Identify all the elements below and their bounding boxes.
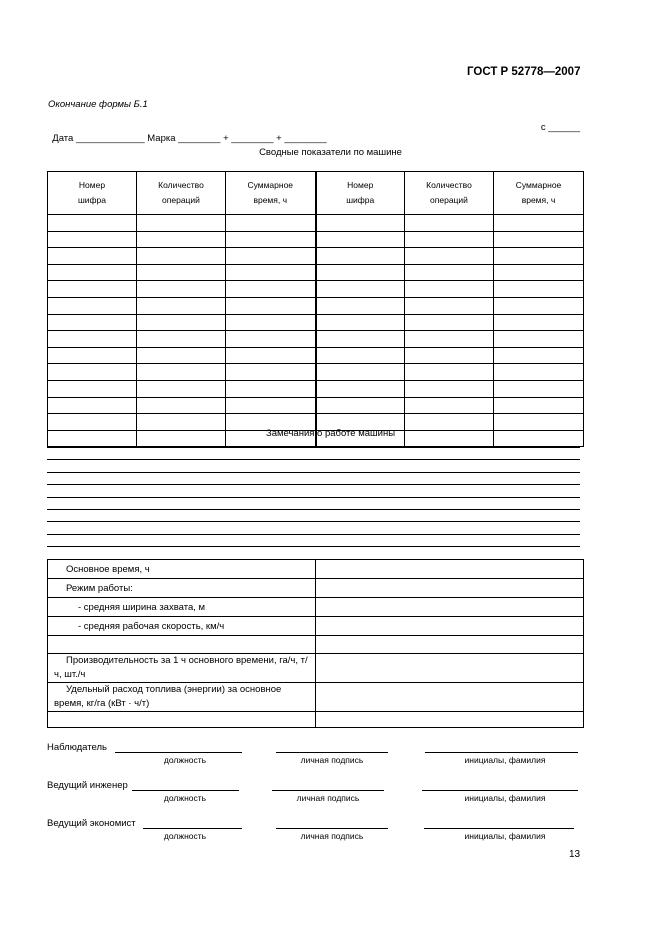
summary-cell[interactable] — [226, 397, 316, 414]
info-label — [48, 636, 316, 654]
form-ending-caption: Окончание формы Б.1 — [48, 99, 148, 110]
remark-line[interactable] — [47, 521, 580, 522]
summary-cell[interactable] — [137, 215, 226, 232]
summary-row — [48, 297, 584, 314]
info-value[interactable] — [316, 579, 584, 598]
summary-cell[interactable] — [137, 231, 226, 248]
info-value[interactable] — [316, 683, 584, 712]
summary-cell[interactable] — [405, 297, 494, 314]
info-label: Производительность за 1 ч основного времени, га/ч, т/ч, шт./ч — [48, 654, 316, 683]
summary-cell[interactable] — [316, 264, 405, 281]
summary-cell[interactable] — [405, 248, 494, 265]
summary-cell[interactable] — [137, 314, 226, 331]
summary-cell[interactable] — [226, 380, 316, 397]
position-line[interactable] — [115, 752, 242, 753]
summary-cell[interactable] — [137, 380, 226, 397]
summary-cell[interactable] — [405, 215, 494, 232]
summary-cell[interactable] — [137, 364, 226, 381]
summary-cell[interactable] — [137, 264, 226, 281]
summary-cell[interactable] — [226, 264, 316, 281]
info-row — [48, 560, 584, 579]
name-caption: инициалы, фамилия — [464, 831, 546, 841]
summary-cell[interactable] — [48, 248, 137, 265]
info-value[interactable] — [316, 636, 584, 654]
remark-line[interactable] — [47, 534, 580, 535]
col-header-ops-2: Количество операций — [405, 172, 494, 215]
summary-cell[interactable] — [494, 380, 584, 397]
info-label: - средняя рабочая скорость, км/ч — [48, 617, 316, 636]
signature-line[interactable] — [276, 752, 388, 753]
summary-cell[interactable] — [48, 281, 137, 298]
summary-cell[interactable] — [226, 364, 316, 381]
summary-cell[interactable] — [226, 314, 316, 331]
col-header-time-1: Суммарное время, ч — [226, 172, 316, 215]
summary-header-row — [48, 172, 584, 215]
signature-role: Ведущий экономист — [47, 818, 136, 829]
name-line[interactable] — [425, 752, 578, 753]
summary-row — [48, 331, 584, 348]
info-row — [48, 617, 584, 636]
col-header-code-2: Номер шифра — [316, 172, 405, 215]
summary-cell[interactable] — [137, 331, 226, 348]
summary-cell[interactable] — [137, 347, 226, 364]
summary-cell[interactable] — [316, 397, 405, 414]
summary-cell[interactable] — [226, 231, 316, 248]
signature-caption: личная подпись — [296, 793, 360, 803]
summary-row — [48, 281, 584, 298]
summary-cell[interactable] — [405, 314, 494, 331]
summary-cell[interactable] — [48, 364, 137, 381]
info-row — [48, 654, 584, 683]
summary-row — [48, 231, 584, 248]
summary-cell[interactable] — [316, 314, 405, 331]
summary-row — [48, 364, 584, 381]
position-line[interactable] — [143, 828, 242, 829]
summary-cell[interactable] — [316, 215, 405, 232]
info-label — [48, 712, 316, 728]
summary-cell[interactable] — [48, 331, 137, 348]
summary-row — [48, 314, 584, 331]
summary-cell[interactable] — [494, 397, 584, 414]
page-number: 13 — [569, 849, 581, 860]
summary-cell[interactable] — [316, 347, 405, 364]
summary-cell[interactable] — [316, 364, 405, 381]
summary-cell[interactable] — [316, 281, 405, 298]
summary-cell[interactable] — [226, 215, 316, 232]
summary-cell[interactable] — [316, 331, 405, 348]
summary-cell[interactable] — [137, 397, 226, 414]
summary-title: Сводные показатели по машине — [259, 147, 402, 158]
name-line[interactable] — [422, 790, 578, 791]
info-label: Основное время, ч — [48, 560, 316, 579]
summary-cell[interactable] — [405, 347, 494, 364]
signature-role: Ведущий инженер — [47, 780, 128, 791]
work-info-table — [47, 559, 584, 728]
summary-cell[interactable] — [494, 215, 584, 232]
remark-line[interactable] — [47, 472, 580, 473]
info-label: Удельный расход топлива (энергии) за основное время, кг/га (кВт · ч/т) — [48, 683, 316, 712]
signature-caption: личная подпись — [300, 755, 364, 765]
info-row — [48, 683, 584, 712]
remark-line[interactable] — [47, 459, 580, 460]
info-row — [48, 636, 584, 654]
remark-line[interactable] — [47, 447, 580, 448]
summary-cell[interactable] — [316, 248, 405, 265]
info-value[interactable] — [316, 712, 584, 728]
info-row — [48, 579, 584, 598]
info-label: Режим работы: — [48, 579, 316, 598]
summary-cell[interactable] — [48, 380, 137, 397]
summary-cell[interactable] — [316, 231, 405, 248]
summary-cell[interactable] — [137, 281, 226, 298]
summary-cell[interactable] — [137, 248, 226, 265]
date-brand-fields: Дата _____________ Марка ________ + ________ + ________ — [52, 133, 327, 144]
summary-cell[interactable] — [48, 314, 137, 331]
summary-cell[interactable] — [405, 231, 494, 248]
name-caption: инициалы, фамилия — [464, 755, 546, 765]
summary-cell[interactable] — [405, 331, 494, 348]
summary-row — [48, 248, 584, 265]
info-label: - средняя ширина захвата, м — [48, 598, 316, 617]
summary-cell[interactable] — [494, 364, 584, 381]
signature-caption: личная подпись — [300, 831, 364, 841]
summary-cell[interactable] — [494, 331, 584, 348]
position-caption: должность — [163, 831, 207, 841]
summary-cell[interactable] — [405, 397, 494, 414]
position-line[interactable] — [132, 790, 239, 791]
summary-cell[interactable] — [48, 215, 137, 232]
col-header-ops-1: Количество операций — [137, 172, 226, 215]
summary-cell[interactable] — [226, 281, 316, 298]
remark-line[interactable] — [47, 484, 580, 485]
summary-cell[interactable] — [494, 231, 584, 248]
summary-cell[interactable] — [226, 248, 316, 265]
signature-line[interactable] — [272, 790, 384, 791]
summary-row — [48, 347, 584, 364]
info-row — [48, 712, 584, 728]
summary-cell[interactable] — [226, 297, 316, 314]
summary-cell[interactable] — [494, 347, 584, 364]
info-value[interactable] — [316, 598, 584, 617]
summary-cell[interactable] — [226, 331, 316, 348]
remarks-title: Замечания о работе машины — [265, 428, 396, 439]
summary-cell[interactable] — [48, 231, 137, 248]
summary-cell[interactable] — [48, 264, 137, 281]
summary-cell[interactable] — [316, 297, 405, 314]
summary-cell[interactable] — [405, 380, 494, 397]
signature-role: Наблюдатель — [47, 742, 107, 753]
summary-row — [48, 397, 584, 414]
summary-cell[interactable] — [48, 297, 137, 314]
signature-line[interactable] — [276, 828, 388, 829]
summary-cell[interactable] — [405, 281, 494, 298]
remark-line[interactable] — [47, 497, 580, 498]
summary-cell[interactable] — [405, 264, 494, 281]
summary-table — [47, 171, 584, 447]
summary-cell[interactable] — [494, 264, 584, 281]
summary-row — [48, 380, 584, 397]
sheet-field: с ______ — [540, 122, 580, 133]
summary-cell[interactable] — [316, 380, 405, 397]
position-caption: должность — [163, 793, 207, 803]
col-header-time-2: Суммарное время, ч — [494, 172, 584, 215]
summary-cell[interactable] — [494, 248, 584, 265]
summary-cell[interactable] — [494, 297, 584, 314]
standard-number: ГОСТ Р 52778—2007 — [467, 66, 581, 78]
summary-row — [48, 215, 584, 232]
summary-cell[interactable] — [494, 281, 584, 298]
summary-cell[interactable] — [48, 347, 137, 364]
col-header-code-1: Номер шифра — [48, 172, 137, 215]
remark-line[interactable] — [47, 509, 580, 510]
info-value[interactable] — [316, 560, 584, 579]
remark-line[interactable] — [47, 546, 580, 547]
info-row — [48, 598, 584, 617]
summary-cell[interactable] — [137, 297, 226, 314]
name-line[interactable] — [424, 828, 574, 829]
info-value[interactable] — [316, 617, 584, 636]
summary-cell[interactable] — [494, 314, 584, 331]
summary-cell[interactable] — [48, 397, 137, 414]
summary-cell[interactable] — [226, 347, 316, 364]
position-caption: должность — [163, 755, 207, 765]
summary-row — [48, 264, 584, 281]
info-value[interactable] — [316, 654, 584, 683]
name-caption: инициалы, фамилия — [464, 793, 546, 803]
summary-cell[interactable] — [405, 364, 494, 381]
